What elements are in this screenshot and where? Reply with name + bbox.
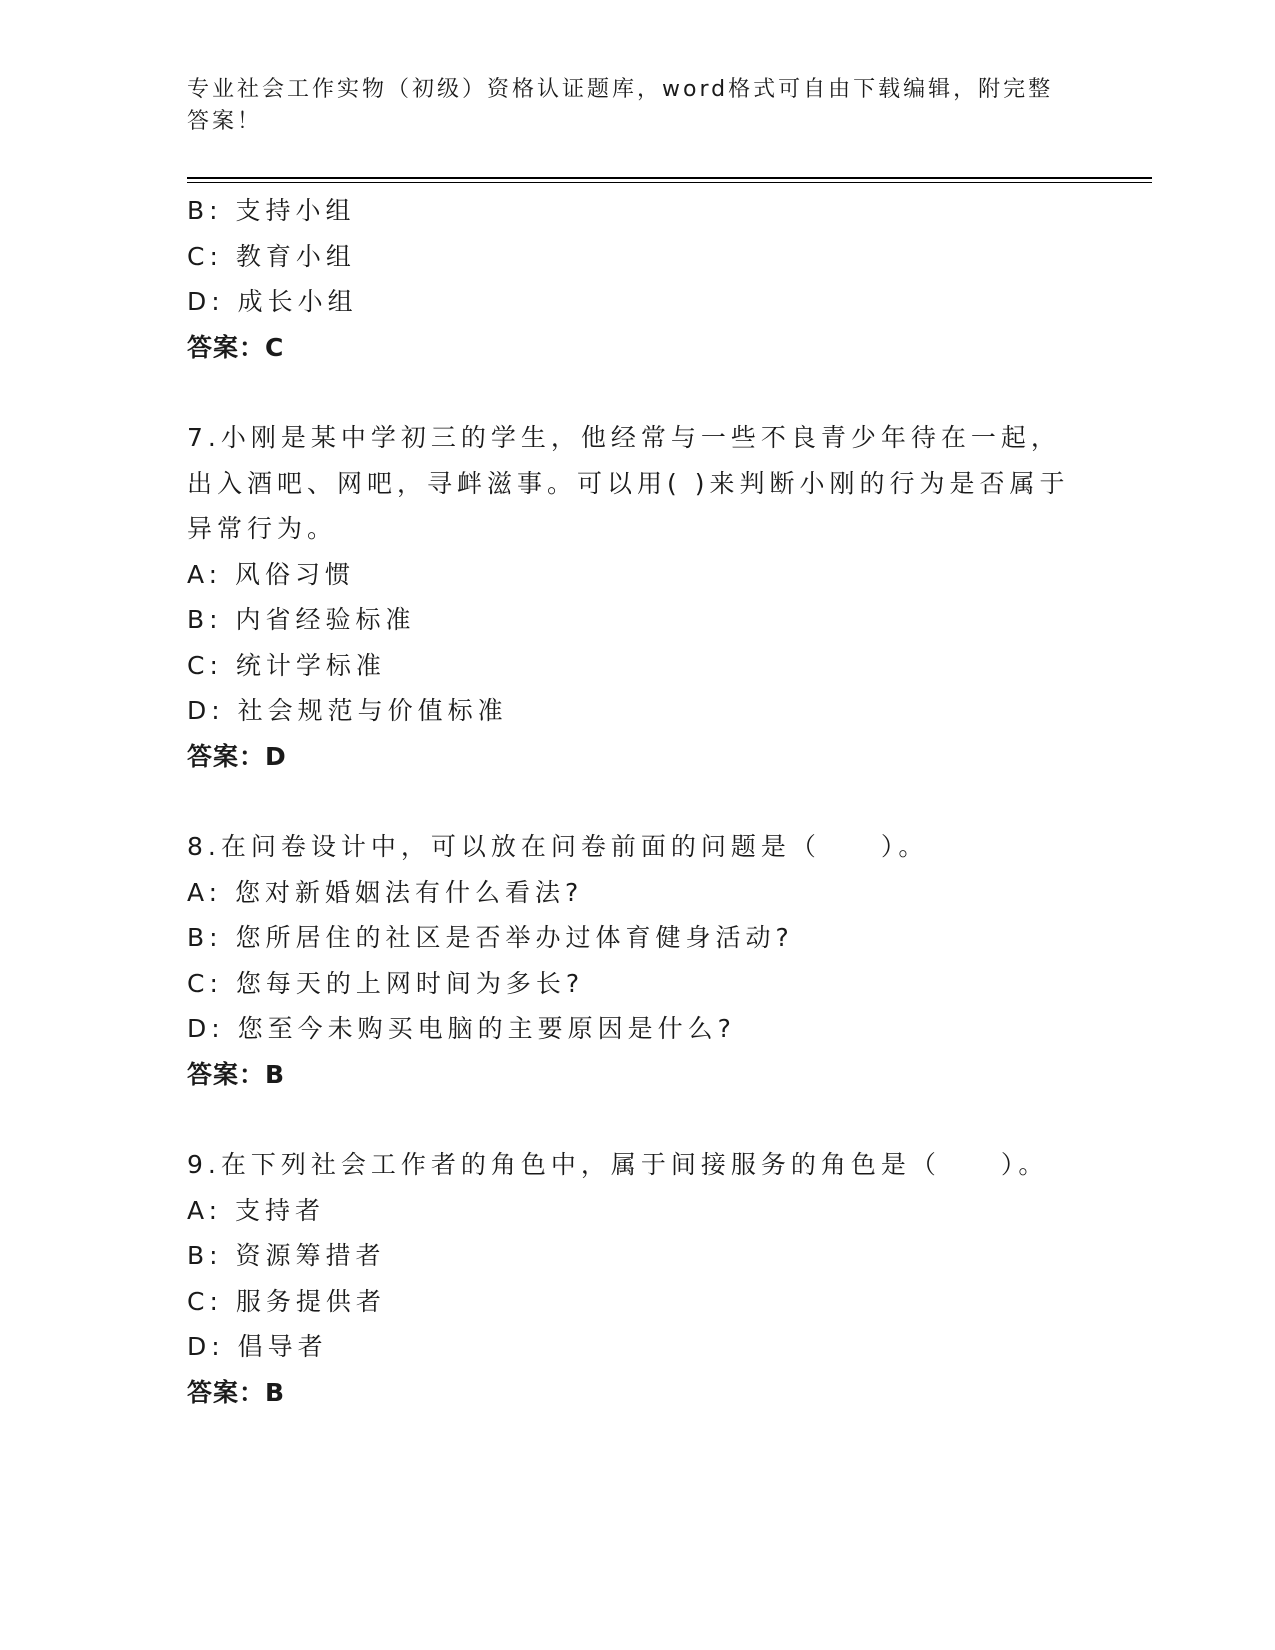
answer: 答案：B xyxy=(187,1377,286,1407)
option-d: D: 您至今未购买电脑的主要原因是什么? xyxy=(187,1014,736,1043)
question-block xyxy=(187,188,1087,370)
option-c: C: 教育小组 xyxy=(187,241,356,271)
option-b: B: 资源筹措者 xyxy=(187,1241,386,1270)
option-a: A: 您对新婚姻法有什么看法? xyxy=(187,877,584,907)
option-c: C: 您每天的上网时间为多长? xyxy=(187,968,585,998)
option-a: A: 支持者 xyxy=(187,1195,326,1225)
header-rule-thick xyxy=(187,177,1152,179)
question-block xyxy=(187,415,1087,779)
answer: 答案：C xyxy=(187,332,285,362)
header-rule-thin xyxy=(187,182,1152,183)
page-header: 专业社会工作实物（初级）资格认证题库，word格式可自由下载编辑，附完整答案！ xyxy=(187,77,1054,134)
question-text: 8.在问卷设计中，可以放在问卷前面的问题是（ ）。 xyxy=(187,832,929,861)
option-b: B: 内省经验标准 xyxy=(187,605,416,634)
answer: 答案：B xyxy=(187,1059,286,1089)
question-list xyxy=(187,188,1087,1415)
question-text: 7.小刚是某中学初三的学生，他经常与一些不良青少年待在一起，出入酒吧、网吧，寻衅滋事。可以用( )来判断小刚的行为是否属于异常行为。 xyxy=(187,423,1070,543)
question-block xyxy=(187,1142,1087,1415)
answer: 答案：D xyxy=(187,741,287,771)
question-block xyxy=(187,824,1087,1097)
option-c: C: 统计学标准 xyxy=(187,650,386,680)
option-d: D: 成长小组 xyxy=(187,287,358,316)
option-c: C: 服务提供者 xyxy=(187,1286,386,1316)
option-b: B: 您所居住的社区是否举办过体育健身活动? xyxy=(187,923,794,952)
question-text: 9.在下列社会工作者的角色中，属于间接服务的角色是（ ）。 xyxy=(187,1150,1049,1179)
option-a: A: 风俗习惯 xyxy=(187,559,356,589)
option-d: D: 倡导者 xyxy=(187,1332,328,1361)
option-d: D: 社会规范与价值标准 xyxy=(187,696,508,725)
option-b: B: 支持小组 xyxy=(187,196,356,225)
